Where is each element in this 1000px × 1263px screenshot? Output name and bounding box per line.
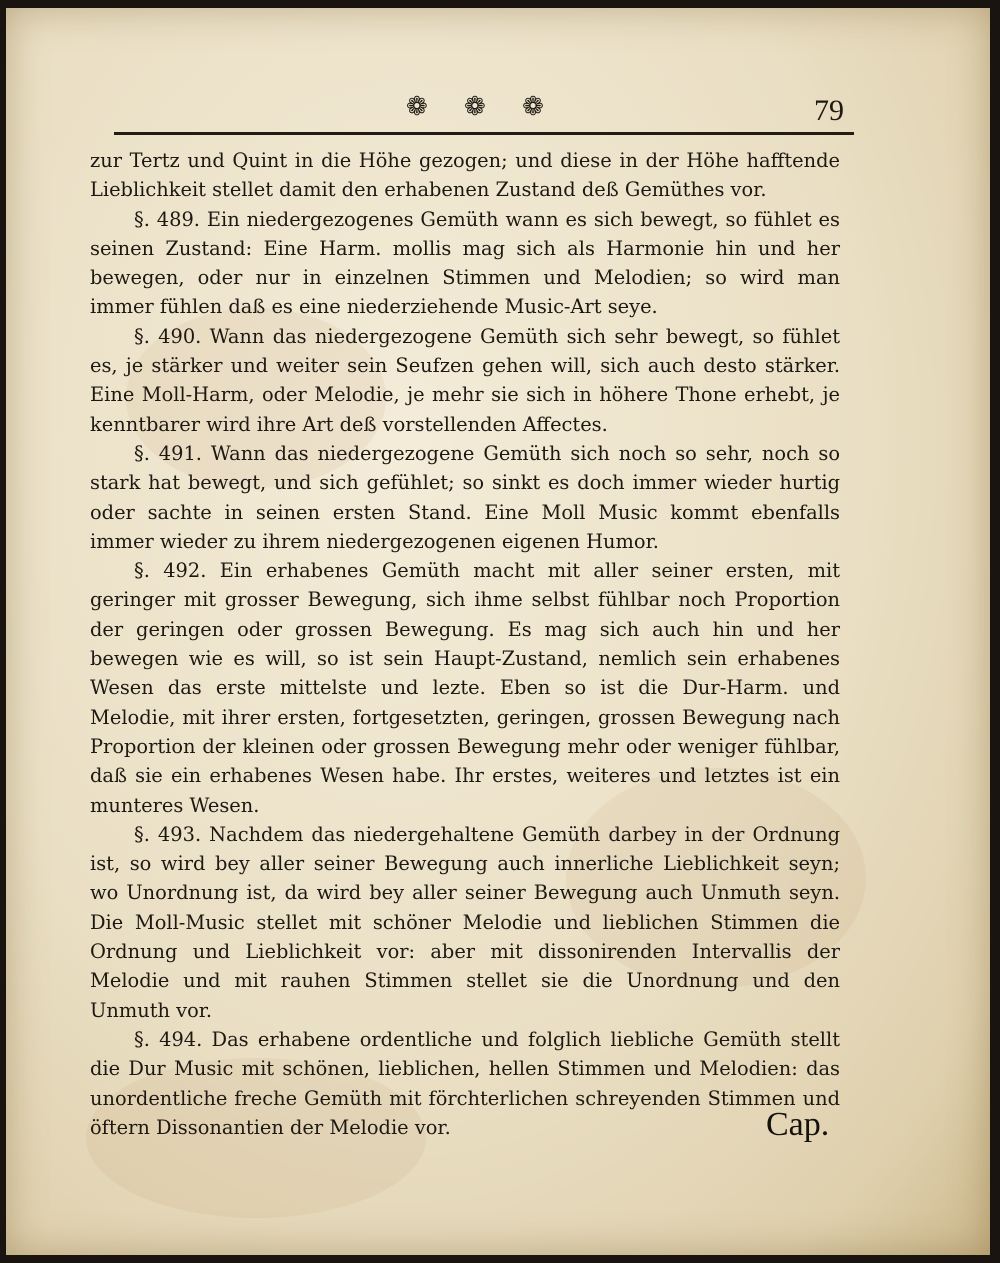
body-text <box>90 146 840 1142</box>
catchword: Cap. <box>766 1106 830 1143</box>
paragraph-490: §. 490. Wann das niedergezogene Gemüth sich sehr bewegt, so fühlet es, je stärker und weiter sein Seufzen gehen will, sich auch desto stärker. Eine Moll-Harm, oder Melodie, je mehr sie sich in höhere Thone erhebt, je kenntbarer wird ihre Art deß vorstellenden Affectes. <box>90 324 840 436</box>
paragraph-494: §. 494. Das erhabene ordentliche und folglich liebliche Gemüth stellt die Dur Music mit schönen, lieblichen, hellen Stimmen und Melodien: das unordentliche freche Gemüth mit förchterlichen schreyenden Stimmen und öftern Dissonantien der Melodie vor. <box>90 1027 840 1139</box>
paragraph-489: §. 489. Ein niedergezogenes Gemüth wann es sich bewegt, so fühlet es seinen Zustand: Eine Harm. mollis mag sich als Harmonie hin und her bewegen, oder nur in einzelnen Stimmen und Melodien; so wird man immer fühlen daß es eine niederziehende Music-Art seye. <box>90 207 840 319</box>
page-header <box>6 90 990 130</box>
paragraph-493: §. 493. Nachdem das niedergehaltene Gemüth darbey in der Ordnung ist, so wird bey aller seiner Bewegung auch innerliche Lieblichkeit seyn; wo Unordnung ist, da wird bey aller seiner Bewegung auch Unmuth seyn. Die Moll-Music stellet mit schöner Melodie und lieblichen Stimmen die Ordnung und Lieblichkeit vor: aber mit dissonirenden Intervallis der Melodie und mit rauhen Stimmen stellet sie die Unordnung und den Unmuth vor. <box>90 822 840 1022</box>
header-ornaments: ❁ ❁ ❁ <box>406 92 558 122</box>
paragraph-492: §. 492. Ein erhabenes Gemüth macht mit aller seiner ersten, mit geringer mit grosser Bewegung, sich ihme selbst fühlbar noch Proportion der geringen oder grossen Bewegung. Es mag sich auch hin und her bewegen wie es will, so ist sein Haupt-Zustand, nemlich sein erhabenes Wesen das erste mittelste und lezte. Eben so ist die Dur-Harm. und Melodie, mit ihrer ersten, fortgesetzten, geringen, grossen Bewegung nach Proportion der kleinen oder grossen Bewegung mehr oder weniger fühlbar, daß sie ein erhabenes Wesen habe. Ihr erstes, weiteres und letztes ist ein munteres Wesen. <box>90 559 840 817</box>
paragraph-continuation: zur Tertz und Quint in die Höhe gezogen; und diese in der Höhe hafftende Lieblichkeit stellet damit den erhabenen Zustand deß Gemüthes vor. <box>90 149 840 202</box>
page-number: 79 <box>814 94 844 127</box>
book-page <box>6 8 990 1255</box>
header-rule <box>114 132 854 135</box>
paragraph-491: §. 491. Wann das niedergezogene Gemüth sich noch so sehr, noch so stark hat bewegt, und sich gefühlet; so sinkt es doch immer wieder hurtig oder sachte in seinen ersten Stand. Eine Moll Music kommt ebenfalls immer wieder zu ihrem niedergezogenen eigenen Humor. <box>90 441 840 553</box>
